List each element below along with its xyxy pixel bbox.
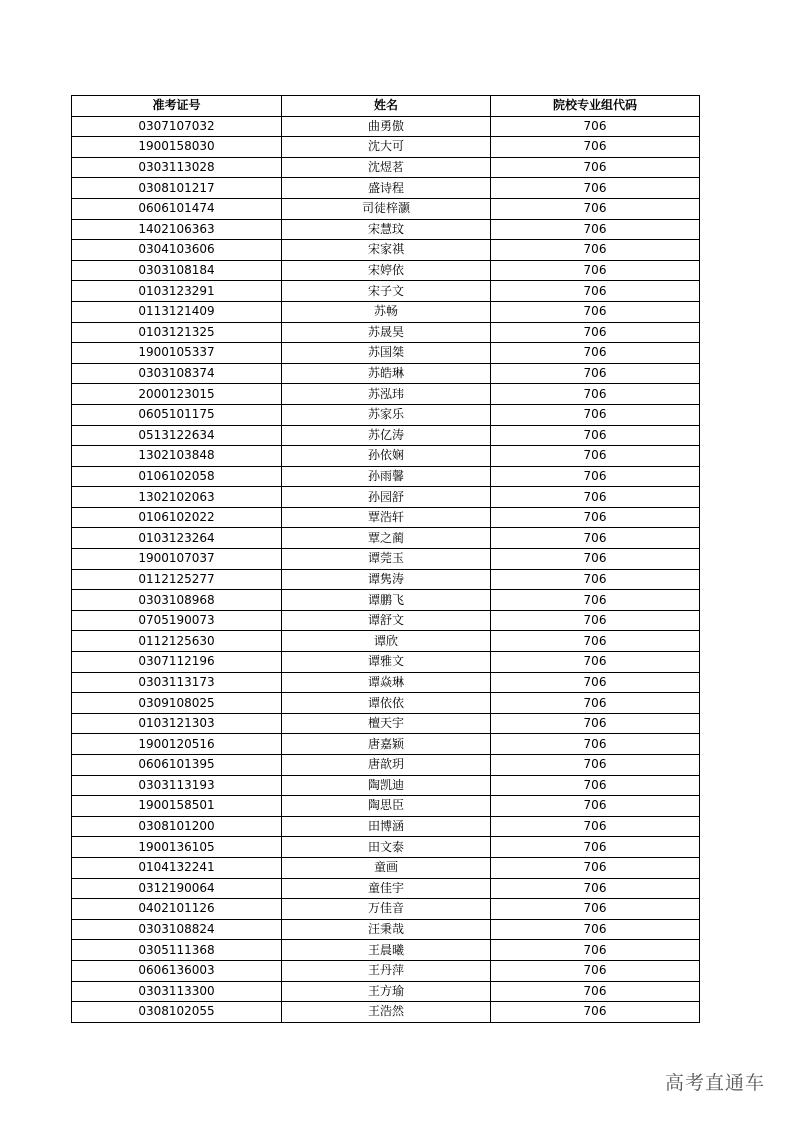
cell-student-name: 檀天宇 (282, 713, 491, 734)
cell-exam-number: 0303108968 (72, 590, 282, 611)
cell-student-name: 司徒梓灏 (282, 198, 491, 219)
cell-exam-number: 1900136105 (72, 837, 282, 858)
cell-exam-number: 0303113028 (72, 157, 282, 178)
header-name: 姓名 (282, 96, 491, 117)
cell-student-name: 孙依娴 (282, 446, 491, 467)
cell-student-name: 宋婷依 (282, 260, 491, 281)
cell-exam-number: 0303108374 (72, 363, 282, 384)
cell-group-code: 706 (491, 981, 700, 1002)
cell-group-code: 706 (491, 240, 700, 261)
cell-student-name: 王方瑜 (282, 981, 491, 1002)
table-row (72, 549, 700, 570)
cell-exam-number: 0106102022 (72, 507, 282, 528)
cell-group-code: 706 (491, 137, 700, 158)
cell-group-code: 706 (491, 610, 700, 631)
cell-student-name: 谭莞玉 (282, 549, 491, 570)
cell-student-name: 谭焱琳 (282, 672, 491, 693)
table-row (72, 837, 700, 858)
cell-exam-number: 0113121409 (72, 301, 282, 322)
cell-exam-number: 0606101395 (72, 755, 282, 776)
cell-student-name: 曲勇傲 (282, 116, 491, 137)
cell-exam-number: 0402101126 (72, 899, 282, 920)
cell-student-name: 孙雨馨 (282, 466, 491, 487)
table-row (72, 734, 700, 755)
cell-exam-number: 2000123015 (72, 384, 282, 405)
cell-exam-number: 0112125630 (72, 631, 282, 652)
cell-student-name: 万佳音 (282, 899, 491, 920)
table-row (72, 363, 700, 384)
cell-group-code: 706 (491, 446, 700, 467)
cell-group-code: 706 (491, 796, 700, 817)
cell-student-name: 覃之蔺 (282, 528, 491, 549)
cell-group-code: 706 (491, 652, 700, 673)
cell-student-name: 王晨曦 (282, 940, 491, 961)
cell-student-name: 陶凯迪 (282, 775, 491, 796)
cell-exam-number: 0103121325 (72, 322, 282, 343)
cell-exam-number: 0303113173 (72, 672, 282, 693)
table-row (72, 899, 700, 920)
cell-group-code: 706 (491, 260, 700, 281)
cell-group-code: 706 (491, 857, 700, 878)
table-row (72, 219, 700, 240)
cell-exam-number: 1900105337 (72, 343, 282, 364)
cell-exam-number: 0705190073 (72, 610, 282, 631)
cell-student-name: 盛诗程 (282, 178, 491, 199)
cell-group-code: 706 (491, 549, 700, 570)
cell-group-code: 706 (491, 384, 700, 405)
cell-group-code: 706 (491, 816, 700, 837)
table-row (72, 343, 700, 364)
admission-table-container (71, 95, 699, 1023)
table-row (72, 610, 700, 631)
table-row (72, 1002, 700, 1023)
cell-exam-number: 0605101175 (72, 404, 282, 425)
cell-exam-number: 1900107037 (72, 549, 282, 570)
table-row (72, 301, 700, 322)
cell-group-code: 706 (491, 198, 700, 219)
cell-student-name: 童画 (282, 857, 491, 878)
cell-group-code: 706 (491, 693, 700, 714)
cell-student-name: 苏畅 (282, 301, 491, 322)
cell-student-name: 沈煜茗 (282, 157, 491, 178)
cell-student-name: 沈大可 (282, 137, 491, 158)
table-row (72, 198, 700, 219)
cell-group-code: 706 (491, 178, 700, 199)
cell-group-code: 706 (491, 363, 700, 384)
cell-student-name: 孙园舒 (282, 487, 491, 508)
table-row (72, 137, 700, 158)
cell-group-code: 706 (491, 157, 700, 178)
cell-exam-number: 0606101474 (72, 198, 282, 219)
cell-exam-number: 1402106363 (72, 219, 282, 240)
cell-student-name: 王丹萍 (282, 960, 491, 981)
cell-group-code: 706 (491, 713, 700, 734)
cell-exam-number: 0303108824 (72, 919, 282, 940)
cell-exam-number: 0513122634 (72, 425, 282, 446)
table-row (72, 260, 700, 281)
table-row (72, 322, 700, 343)
table-row (72, 425, 700, 446)
table-row (72, 796, 700, 817)
cell-student-name: 童佳宇 (282, 878, 491, 899)
table-body (72, 116, 700, 1022)
table-row (72, 528, 700, 549)
cell-group-code: 706 (491, 940, 700, 961)
cell-group-code: 706 (491, 878, 700, 899)
cell-group-code: 706 (491, 672, 700, 693)
cell-exam-number: 0103121303 (72, 713, 282, 734)
table-row (72, 981, 700, 1002)
table-row (72, 466, 700, 487)
cell-student-name: 谭欣 (282, 631, 491, 652)
cell-student-name: 汪秉哉 (282, 919, 491, 940)
header-exam-number: 准考证号 (72, 96, 282, 117)
table-row (72, 878, 700, 899)
cell-group-code: 706 (491, 466, 700, 487)
table-row (72, 404, 700, 425)
table-row (72, 384, 700, 405)
table-row (72, 672, 700, 693)
cell-exam-number: 0305111368 (72, 940, 282, 961)
table-row (72, 631, 700, 652)
table-row (72, 919, 700, 940)
cell-group-code: 706 (491, 343, 700, 364)
table-row (72, 652, 700, 673)
cell-student-name: 谭隽涛 (282, 569, 491, 590)
watermark-text: 高考直通车 (664, 1072, 765, 1094)
table-row (72, 157, 700, 178)
cell-exam-number: 1302102063 (72, 487, 282, 508)
cell-student-name: 苏泓玮 (282, 384, 491, 405)
cell-student-name: 宋慧玟 (282, 219, 491, 240)
cell-student-name: 宋家祺 (282, 240, 491, 261)
table-row (72, 281, 700, 302)
cell-group-code: 706 (491, 919, 700, 940)
admission-table (71, 95, 700, 1023)
cell-exam-number: 0308102055 (72, 1002, 282, 1023)
cell-exam-number: 0307107032 (72, 116, 282, 137)
cell-student-name: 唐歆玥 (282, 755, 491, 776)
cell-exam-number: 0309108025 (72, 693, 282, 714)
table-row (72, 940, 700, 961)
cell-student-name: 田博涵 (282, 816, 491, 837)
cell-exam-number: 0103123264 (72, 528, 282, 549)
table-row (72, 116, 700, 137)
cell-student-name: 苏皓琳 (282, 363, 491, 384)
cell-group-code: 706 (491, 487, 700, 508)
cell-exam-number: 0303113300 (72, 981, 282, 1002)
cell-group-code: 706 (491, 281, 700, 302)
cell-student-name: 唐嘉颖 (282, 734, 491, 755)
cell-student-name: 谭鹏飞 (282, 590, 491, 611)
cell-exam-number: 1900158501 (72, 796, 282, 817)
cell-exam-number: 0312190064 (72, 878, 282, 899)
cell-group-code: 706 (491, 899, 700, 920)
table-row (72, 507, 700, 528)
cell-student-name: 陶思臣 (282, 796, 491, 817)
cell-group-code: 706 (491, 960, 700, 981)
cell-group-code: 706 (491, 1002, 700, 1023)
cell-group-code: 706 (491, 631, 700, 652)
cell-group-code: 706 (491, 528, 700, 549)
cell-exam-number: 0112125277 (72, 569, 282, 590)
cell-exam-number: 0307112196 (72, 652, 282, 673)
cell-exam-number: 1302103848 (72, 446, 282, 467)
cell-group-code: 706 (491, 404, 700, 425)
cell-group-code: 706 (491, 837, 700, 858)
cell-student-name: 田文泰 (282, 837, 491, 858)
cell-exam-number: 1900158030 (72, 137, 282, 158)
cell-exam-number: 0103123291 (72, 281, 282, 302)
cell-student-name: 苏晟昊 (282, 322, 491, 343)
cell-group-code: 706 (491, 425, 700, 446)
cell-group-code: 706 (491, 301, 700, 322)
cell-student-name: 宋子文 (282, 281, 491, 302)
cell-student-name: 谭舒文 (282, 610, 491, 631)
cell-group-code: 706 (491, 507, 700, 528)
table-row (72, 446, 700, 467)
cell-student-name: 谭依依 (282, 693, 491, 714)
cell-group-code: 706 (491, 755, 700, 776)
cell-exam-number: 0104132241 (72, 857, 282, 878)
table-row (72, 713, 700, 734)
cell-student-name: 覃浩轩 (282, 507, 491, 528)
cell-group-code: 706 (491, 775, 700, 796)
cell-exam-number: 0303113193 (72, 775, 282, 796)
cell-group-code: 706 (491, 219, 700, 240)
cell-student-name: 苏亿涛 (282, 425, 491, 446)
cell-group-code: 706 (491, 569, 700, 590)
cell-exam-number: 0303108184 (72, 260, 282, 281)
table-row (72, 693, 700, 714)
cell-exam-number: 0308101217 (72, 178, 282, 199)
table-row (72, 775, 700, 796)
table-row (72, 487, 700, 508)
cell-exam-number: 0308101200 (72, 816, 282, 837)
cell-group-code: 706 (491, 734, 700, 755)
cell-group-code: 706 (491, 322, 700, 343)
cell-student-name: 王浩然 (282, 1002, 491, 1023)
cell-exam-number: 0606136003 (72, 960, 282, 981)
table-row (72, 178, 700, 199)
table-header-row (72, 96, 700, 117)
table-row (72, 755, 700, 776)
cell-student-name: 苏国桀 (282, 343, 491, 364)
cell-exam-number: 0106102058 (72, 466, 282, 487)
table-row (72, 569, 700, 590)
table-row (72, 240, 700, 261)
cell-group-code: 706 (491, 116, 700, 137)
cell-student-name: 谭雅文 (282, 652, 491, 673)
cell-exam-number: 1900120516 (72, 734, 282, 755)
cell-student-name: 苏家乐 (282, 404, 491, 425)
table-row (72, 816, 700, 837)
cell-group-code: 706 (491, 590, 700, 611)
header-group-code: 院校专业组代码 (491, 96, 700, 117)
cell-exam-number: 0304103606 (72, 240, 282, 261)
table-row (72, 590, 700, 611)
table-row (72, 960, 700, 981)
table-row (72, 857, 700, 878)
